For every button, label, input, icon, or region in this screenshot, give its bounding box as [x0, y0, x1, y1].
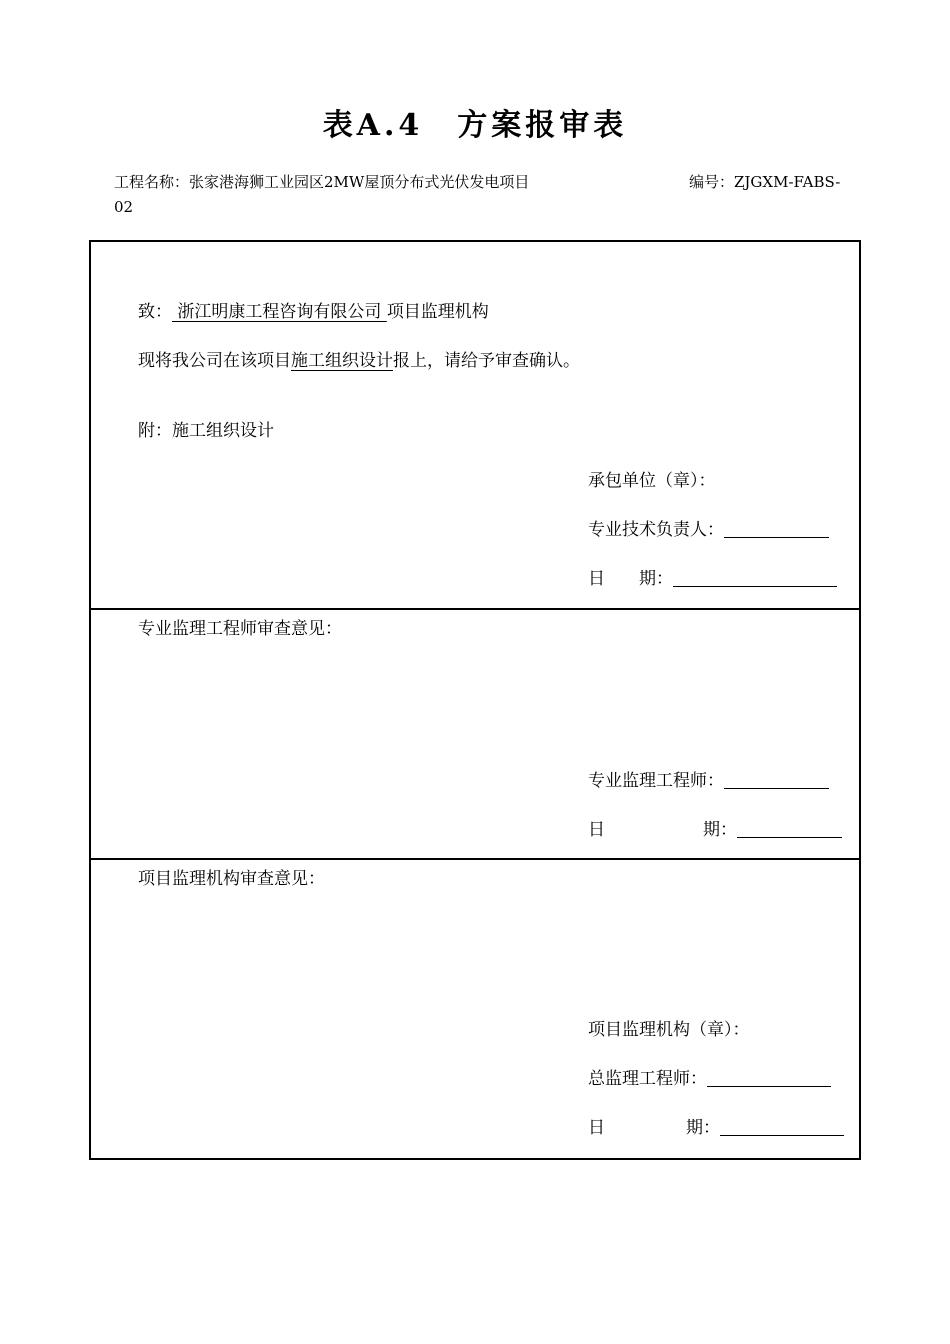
tech-lead-row	[588, 515, 829, 540]
chief-engineer-label: 总监理工程师：	[588, 1069, 707, 1089]
approval-form	[89, 240, 861, 1160]
supervision-date-row	[588, 1113, 844, 1138]
submission-date-field[interactable]	[673, 568, 837, 587]
engineer-label: 专业监理工程师：	[588, 771, 724, 791]
engineer-review-section	[91, 610, 859, 860]
supervision-review-heading: 项目监理机构审查意见：	[138, 869, 325, 889]
submission-text-prefix: 现将我公司在该项目	[138, 351, 291, 371]
engineer-date-field[interactable]	[737, 819, 842, 838]
chief-engineer-row	[588, 1064, 831, 1089]
submission-date-label: 日 期：	[588, 569, 673, 589]
submission-section	[91, 242, 859, 610]
supervision-date-label-b: 期：	[686, 1118, 720, 1138]
form-code: 编号：ZJGXM-FABS-	[689, 173, 841, 191]
engineer-signature-row	[588, 766, 829, 791]
submission-date-row	[588, 564, 837, 589]
submission-text	[138, 346, 580, 371]
supervision-review-section	[91, 860, 859, 1158]
supervision-seal-label: 项目监理机构（章）：	[588, 1020, 750, 1040]
engineer-date-label-b: 期：	[703, 820, 737, 840]
addressee-suffix: 项目监理机构	[386, 302, 489, 322]
page-title	[0, 100, 950, 144]
submission-text-suffix: 报上，请给予审查确认。	[393, 351, 580, 371]
attachment-line: 附：施工组织设计	[138, 421, 274, 441]
engineer-review-heading: 专业监理工程师审查意见：	[138, 619, 342, 639]
form-number: 表A.4	[322, 108, 424, 143]
form-code-tail: 02	[114, 198, 134, 216]
tech-lead-label: 专业技术负责人：	[588, 520, 724, 540]
tech-lead-signature-field[interactable]	[724, 519, 829, 538]
addressee-line	[138, 297, 489, 322]
supervision-date-label-a: 日	[588, 1118, 605, 1138]
engineer-date-row	[588, 815, 842, 840]
engineer-signature-field[interactable]	[724, 770, 829, 789]
supervision-date-field[interactable]	[720, 1117, 844, 1136]
chief-engineer-signature-field[interactable]	[707, 1068, 831, 1087]
project-name: 工程名称：张家港海狮工业园区2MW屋顶分布式光伏发电项目	[114, 173, 530, 191]
contractor-seal-label: 承包单位（章）：	[588, 471, 716, 491]
form-name: 方案报审表	[457, 108, 628, 143]
submission-item: 施工组织设计	[291, 351, 393, 371]
addressee-company: 浙江明康工程咨询有限公司	[172, 302, 387, 322]
engineer-date-label-a: 日	[588, 820, 605, 840]
addressee-label: 致：	[138, 302, 172, 322]
